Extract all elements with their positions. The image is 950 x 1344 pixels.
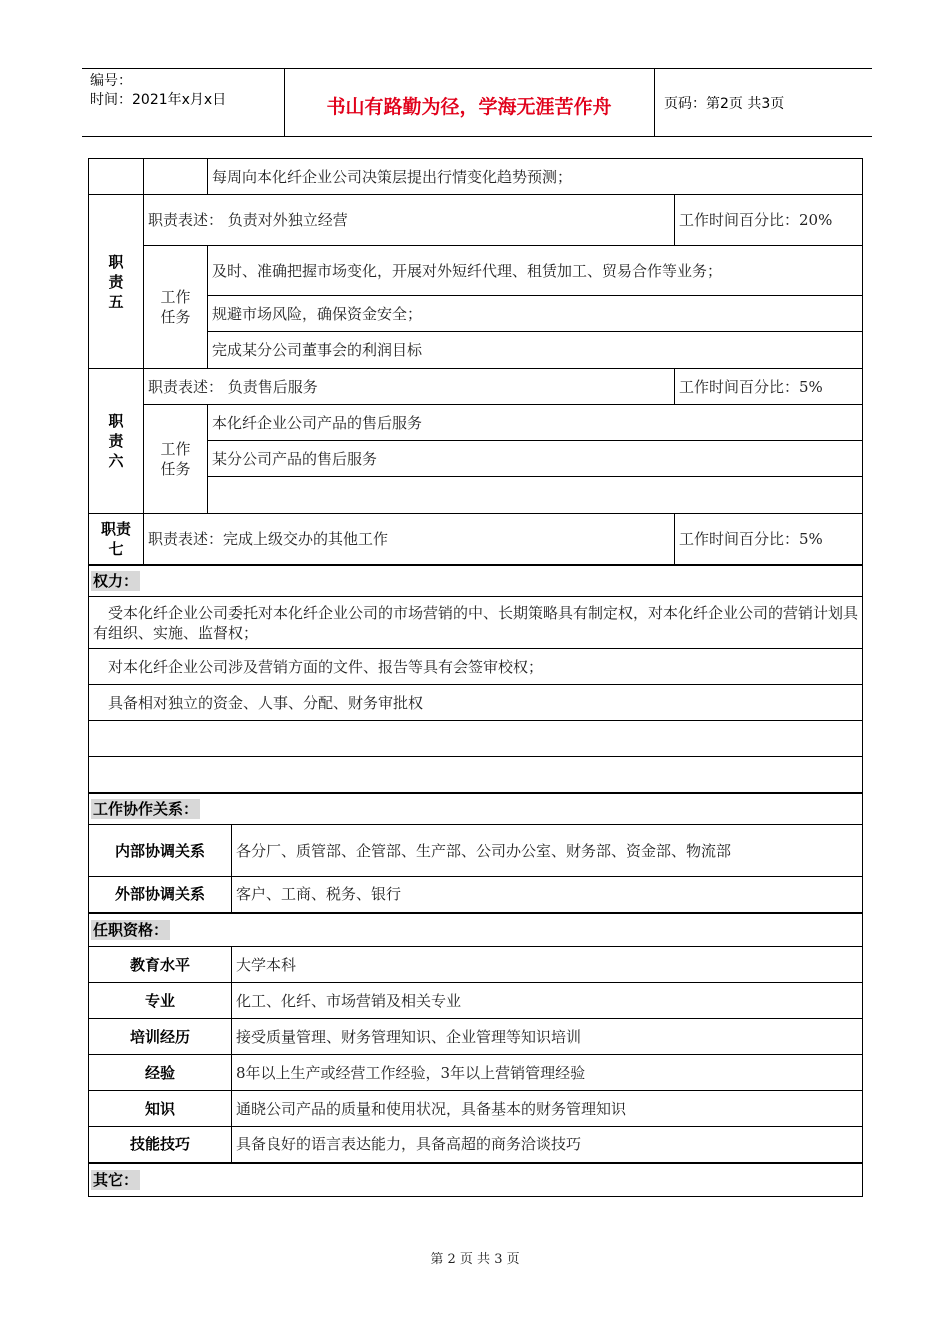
page-info: 页码：第2页 共3页 <box>664 96 785 112</box>
doc-code: 编号： <box>90 73 132 89</box>
continuation-task: 每周向本化纤企业公司决策层提出行情变化趋势预测； <box>208 159 863 195</box>
qual-label: 经验 <box>89 1055 232 1091</box>
qual-value: 大学本科 <box>232 947 863 983</box>
duty5-pct: 工作时间百分比：20% <box>675 195 863 246</box>
qual-row <box>89 1127 863 1163</box>
coop-title: 工作协作关系： <box>89 793 863 825</box>
power-row <box>89 685 863 721</box>
duty6-task-3 <box>208 477 863 514</box>
internal-value: 各分厂、质管部、企管部、生产部、公司办公室、财务部、资金部、物流部 <box>232 825 863 877</box>
continuation-row <box>89 159 863 195</box>
duty6-pct: 工作时间百分比：5% <box>675 369 863 405</box>
coop-external-row <box>89 877 863 913</box>
job-description-table <box>88 158 863 1197</box>
page-footer: 第 2 页 共 3 页 <box>430 1252 520 1267</box>
qual-label: 专业 <box>89 983 232 1019</box>
duty6-task-1: 本化纤企业公司产品的售后服务 <box>208 405 863 441</box>
power-row-empty <box>89 757 863 793</box>
doc-time: 时间：2021年x月x日 <box>90 92 227 108</box>
duty5-task-label: 工作任务 <box>144 246 208 369</box>
header-slogan: 书山有路勤为径，学海无涯苦作舟 <box>326 96 612 118</box>
power-row-empty <box>89 721 863 757</box>
duty5-desc: 职责表述： 负责对外独立经营 <box>144 195 675 246</box>
internal-label: 内部协调关系 <box>89 825 232 877</box>
power-header-row <box>89 565 863 597</box>
duty7-desc: 职责表述：完成上级交办的其他工作 <box>144 514 675 565</box>
external-value: 客户、工商、税务、银行 <box>232 877 863 913</box>
duty5-task-1: 及时、准确把握市场变化，开展对外短纤代理、租赁加工、贸易合作等业务； <box>208 246 863 296</box>
power-row <box>89 649 863 685</box>
qual-value: 8年以上生产或经营工作经验，3年以上营销管理经验 <box>232 1055 863 1091</box>
duty7-row <box>89 514 863 565</box>
coop-header-row <box>89 793 863 825</box>
qual-label: 技能技巧 <box>89 1127 232 1163</box>
qual-label: 知识 <box>89 1091 232 1127</box>
power-item-1: 受本化纤企业公司委托对本化纤企业公司的市场营销的中、长期策略具有制定权，对本化纤企业公司的营销计划具有组织、实施、监督权； <box>89 597 863 649</box>
header-top-rule <box>82 68 872 69</box>
header-divider-right <box>654 68 655 136</box>
duty7-pct: 工作时间百分比：5% <box>675 514 863 565</box>
qual-row <box>89 1019 863 1055</box>
duty5-label: 职责五 <box>89 195 144 369</box>
other-header-row <box>89 1163 863 1197</box>
power-row <box>89 597 863 649</box>
duty5-task-3: 完成某分公司董事会的利润目标 <box>208 332 863 369</box>
qual-row <box>89 1055 863 1091</box>
duty6-desc-row <box>89 369 863 405</box>
duty6-task-label: 工作任务 <box>144 405 208 514</box>
header-bottom-rule <box>82 136 872 137</box>
qual-value: 化工、化纤、市场营销及相关专业 <box>232 983 863 1019</box>
power-title: 权力： <box>89 565 863 597</box>
power-item-3: 具备相对独立的资金、人事、分配、财务审批权 <box>89 685 863 721</box>
qual-title: 任职资格： <box>89 913 863 947</box>
duty6-task-2: 某分公司产品的售后服务 <box>208 441 863 477</box>
qual-label: 培训经历 <box>89 1019 232 1055</box>
other-title: 其它： <box>89 1163 863 1197</box>
qual-header-row <box>89 913 863 947</box>
qual-row <box>89 947 863 983</box>
qual-label: 教育水平 <box>89 947 232 983</box>
qual-row <box>89 1091 863 1127</box>
duty5-task-2: 规避市场风险，确保资金安全； <box>208 296 863 332</box>
qual-row <box>89 983 863 1019</box>
duty6-desc: 职责表述： 负责售后服务 <box>144 369 675 405</box>
duty6-task-row <box>89 405 863 441</box>
coop-internal-row <box>89 825 863 877</box>
external-label: 外部协调关系 <box>89 877 232 913</box>
power-item-2: 对本化纤企业公司涉及营销方面的文件、报告等具有会签审校权； <box>89 649 863 685</box>
qual-value: 通晓公司产品的质量和使用状况，具备基本的财务管理知识 <box>232 1091 863 1127</box>
qual-value: 接受质量管理、财务管理知识、企业管理等知识培训 <box>232 1019 863 1055</box>
duty5-desc-row <box>89 195 863 246</box>
duty7-label: 职责七 <box>89 514 144 565</box>
duty6-label: 职责六 <box>89 369 144 514</box>
duty5-task-row <box>89 246 863 296</box>
qual-value: 具备良好的语言表达能力，具备高超的商务洽谈技巧 <box>232 1127 863 1163</box>
